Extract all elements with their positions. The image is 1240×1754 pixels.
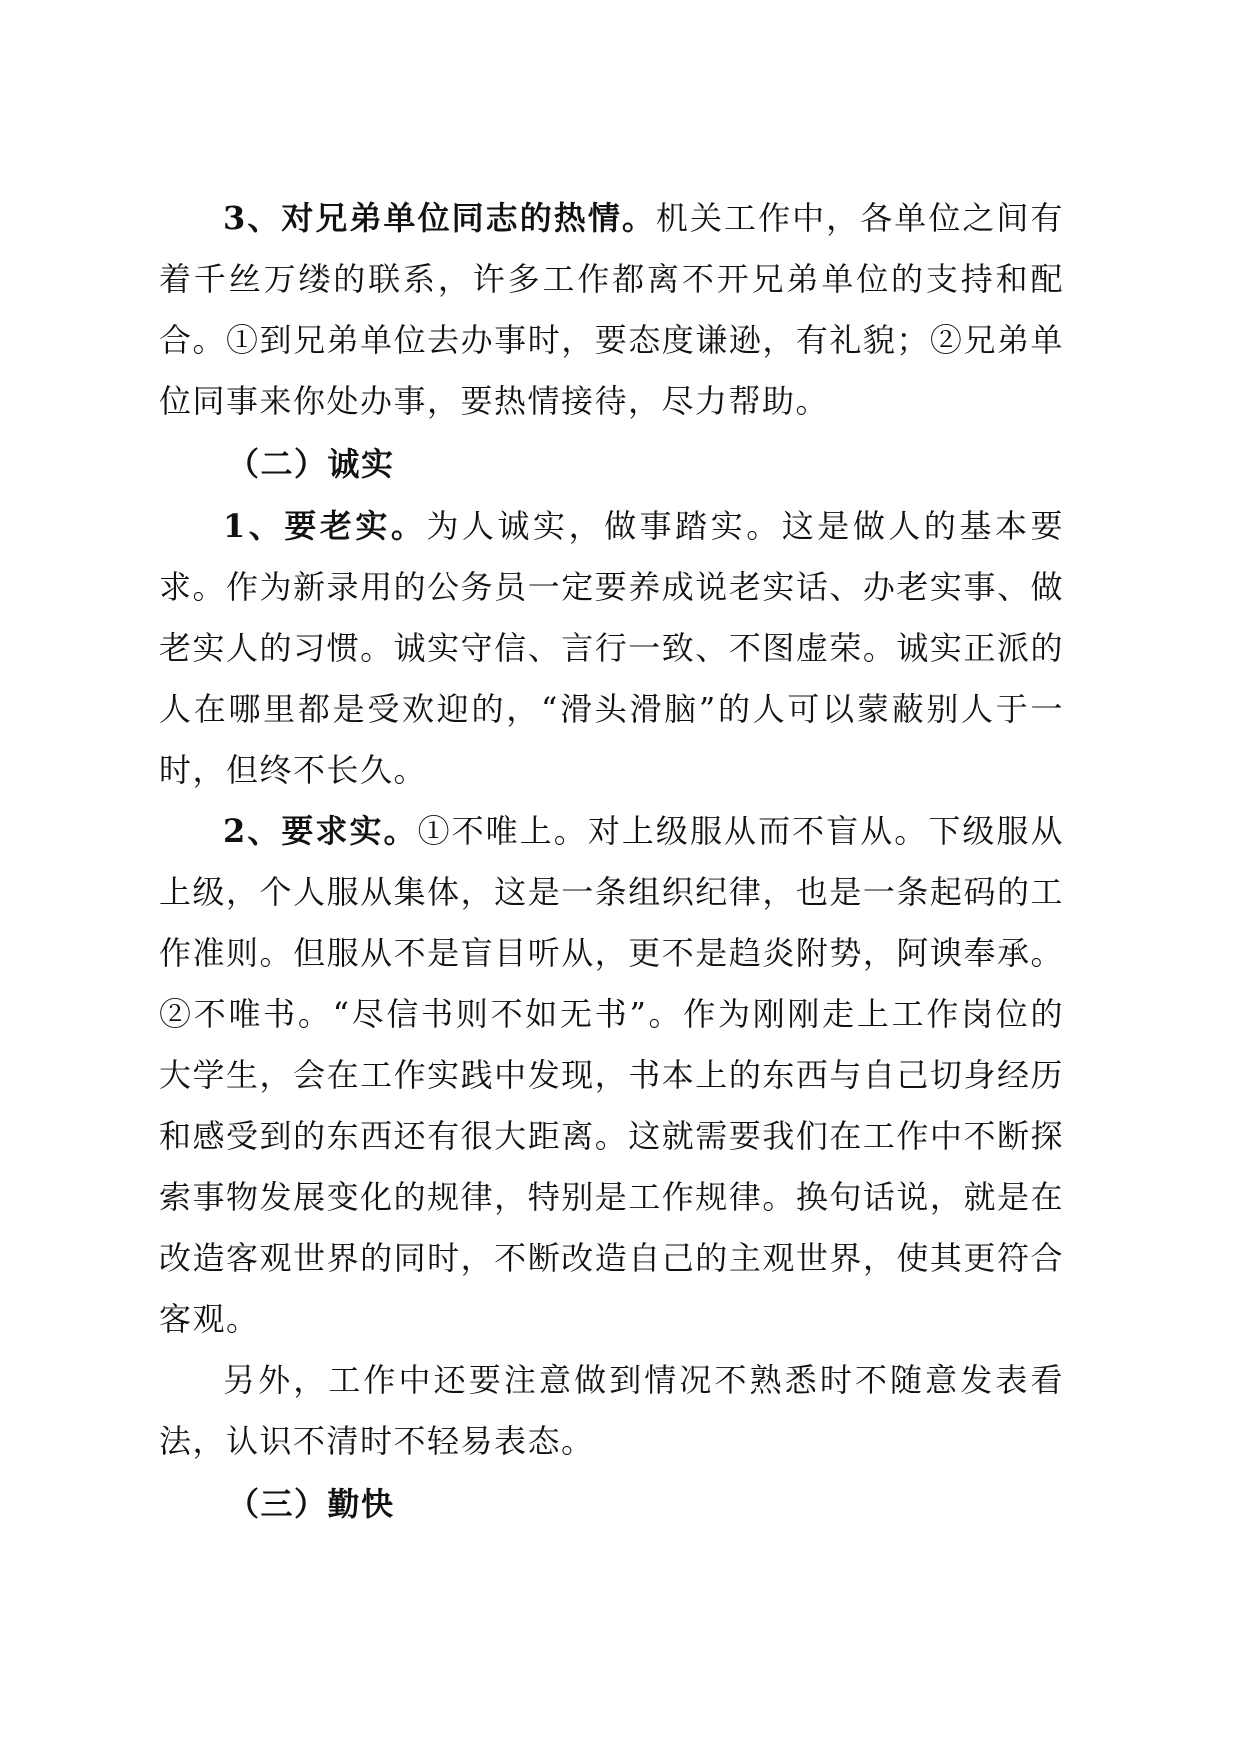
paragraph-be-honest [159, 496, 1064, 801]
paragraph-text: 机关工作中，各单位之间有着千丝万缕的联系，许多工作都离不开兄弟单位的支持和配合。①到兄弟单位去办事时，要态度谦逊，有礼貌；②兄弟单位同事来你处办事，要热情接待，尽力帮助。 [159, 199, 1064, 420]
paragraph-cooperation [159, 188, 1064, 432]
paragraph-lead: 1、要老实。 [223, 507, 427, 545]
paragraph-lead: 2、要求实。 [223, 812, 418, 850]
paragraph-lead: 3、对兄弟单位同志的热情。 [223, 199, 656, 237]
paragraph-text: ①不唯上。对上级服从而不盲从。下级服从上级，个人服从集体，这是一条组织纪律，也是一条起码的工作准则。但服从不是盲目听从，更不是趋炎附势，阿谀奉承。②不唯书。“尽信书则不如无书”。作为刚刚走上工作岗位的大学生，会在工作实践中发现，书本上的东西与自己切身经历和感受到的东西还有很大距离。这就需要我们在工作中不断探索事物发展变化的规律，特别是工作规律。换句话说，就是在改造客观世界的同时，不断改造自己的主观世界，使其更符合客观。 [159, 812, 1064, 1338]
document-body [159, 188, 1064, 1536]
paragraph-seek-truth [159, 801, 1064, 1350]
paragraph-text: 为人诚实，做事踏实。这是做人的基本要求。作为新录用的公务员一定要养成说老实话、办老实事、做老实人的习惯。诚实守信、言行一致、不图虚荣。诚实正派的人在哪里都是受欢迎的，“滑头滑脑”的人可以蒙蔽别人于一时，但终不长久。 [159, 507, 1064, 789]
paragraph-text: 另外，工作中还要注意做到情况不熟悉时不随意发表看法，认识不清时不轻易表态。 [159, 1361, 1064, 1460]
section-heading-honesty: （二）诚实 [227, 445, 395, 483]
paragraph-additional-note [159, 1350, 1064, 1472]
section-heading-diligence: （三）勤快 [227, 1485, 395, 1523]
